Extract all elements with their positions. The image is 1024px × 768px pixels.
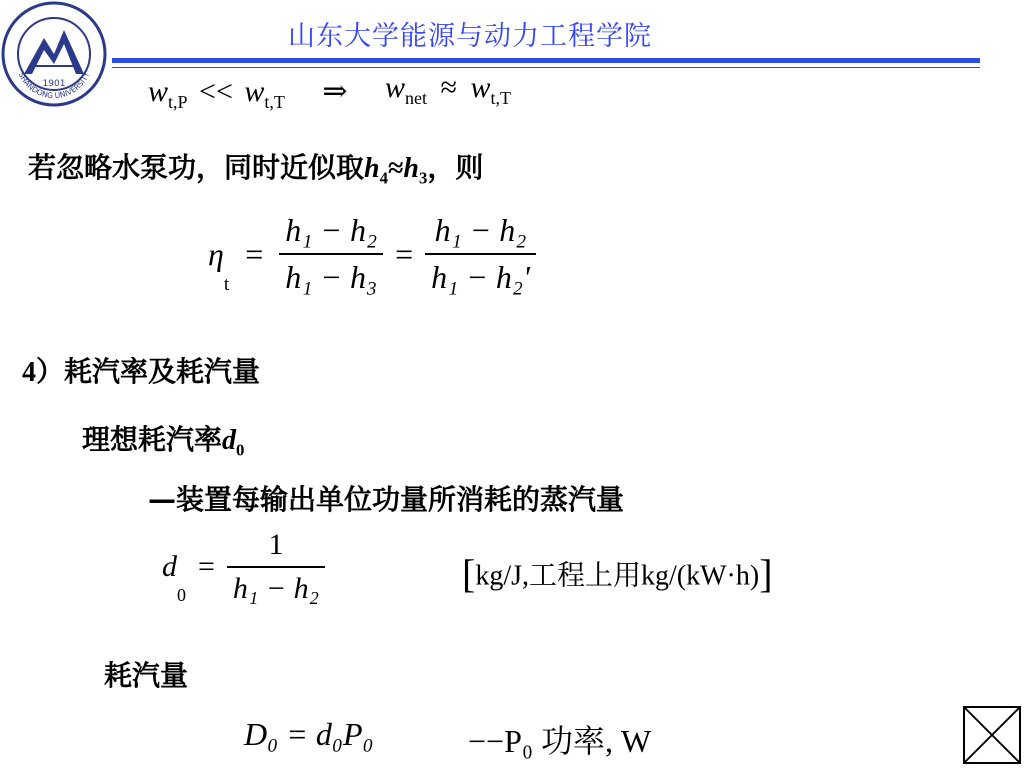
logo-year: 1901 (42, 79, 66, 89)
close-box-icon[interactable] (963, 706, 1021, 764)
header-divider-thin (112, 67, 980, 68)
thermal-efficiency-equation: η t = $\frac{\text{h₁ − h₂}}{\text{h₁ − h₃}}$ = $\frac{\text{h₁ − h₂}}{\text{h₁ − h₂'}}$ (208, 212, 536, 296)
section-heading-steam-rate: 4）耗汽率及耗汽量 (22, 355, 261, 388)
steam-consumption-equation: D₀ = d₀P₀ (244, 716, 374, 752)
header-divider (112, 58, 980, 63)
d0-formula: d 0 = $\frac{1}{\text{h₁ − h₂}}$ (162, 528, 325, 606)
steam-rate-definition: —装置每输出单位功量所消耗的蒸汽量 (148, 483, 625, 516)
shandong-university-logo (0, 0, 108, 108)
logo-text: SHANDONG UNIVERSITY (16, 70, 92, 101)
power-note: −−P₀ 功率, W (468, 723, 652, 759)
pump-work-assumption: 若忽略水泵功，同时近似取$h_4\approx h_3$，则 (28, 151, 484, 188)
ideal-steam-rate-label: 理想耗汽率$d_0$ (82, 423, 245, 460)
page-title: 山东大学能源与动力工程学院 (288, 21, 652, 52)
steam-rate-units: [kg/J,工程上用kg/(kW·h)] (462, 551, 773, 596)
steam-consumption-label: 耗汽量 (104, 659, 189, 692)
work-comparison-equation: $w_{t,P} << w_{t,T}$ ⇒ $w_{net} \approx w_{t,T}$ (148, 71, 512, 112)
